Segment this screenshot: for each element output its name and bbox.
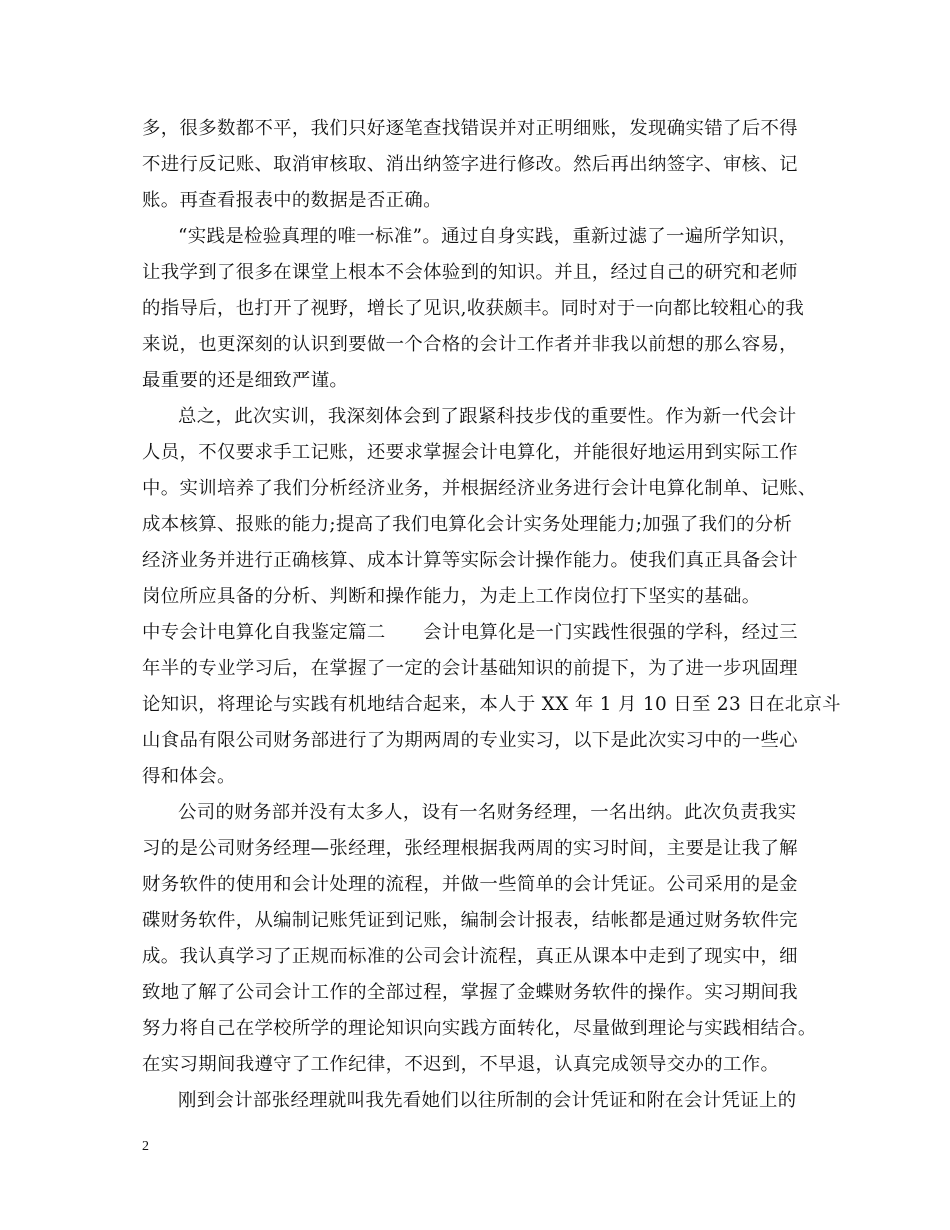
text-line: 总之，此次实训，我深刻体会到了跟紧科技步伐的重要性。作为新一代会计 <box>178 406 797 427</box>
text-line: 中。实训培养了我们分析经济业务，并根据经济业务进行会计电算化制单、记账、 <box>142 478 817 499</box>
text-line: 经济业务并进行正确核算、成本计算等实际会计操作能力。使我们真正具备会计 <box>142 550 798 571</box>
text-line: 在实习期间我遵守了工作纪律，不迟到，不早退，认真完成领导交办的工作。 <box>142 1054 780 1075</box>
text-line: 人员，不仅要求手工记账，还要求掌握会计电算化，并能很好地运用到实际工作 <box>142 442 798 463</box>
text-line: 公司的财务部并没有太多人，设有一名财务经理，一名出纳。此次负责我实 <box>178 802 797 823</box>
text-line: 山食品有限公司财务部进行了为期两周的专业实习，以下是此次实习中的一些心 <box>142 730 798 751</box>
text-line: 致地了解了公司会计工作的全部过程，掌握了金蝶财务软件的操作。实习期间我 <box>142 982 798 1003</box>
text-line: 不进行反记账、取消审核取、消出纳签字进行修改。然后再出纳签字、审核、记 <box>142 154 798 175</box>
text-line: 来说，也更深刻的认识到要做一个合格的会计工作者并非我以前想的那么容易， <box>142 334 798 355</box>
text-line: 成。我认真学习了正规而标准的公司会计流程，真正从课本中走到了现实中，细 <box>142 946 798 967</box>
text-line: 中专会计电算化自我鉴定篇二 会计电算化是一门实践性很强的学科，经过三 <box>142 622 798 643</box>
text-line: 年半的专业学习后，在掌握了一定的会计基础知识的前提下，为了进一步巩固理 <box>142 658 798 679</box>
text-line: 多，很多数都不平，我们只好逐笔查找错误并对正明细账，发现确实错了后不得 <box>142 118 798 139</box>
text-line: 最重要的还是细致严谨。 <box>142 370 349 391</box>
text-line: 账。再查看报表中的数据是否正确。 <box>142 190 442 211</box>
text-line: “实践是检验真理的唯一标准”。通过自身实践，重新过滤了一遍所学知识， <box>178 226 798 247</box>
text-line: 碟财务软件，从编制记账凭证到记账，编制会计报表，结帐都是通过财务软件完 <box>142 910 798 931</box>
text-line: 得和体会。 <box>142 766 236 787</box>
text-line: 成本核算、报账的能力;提高了我们电算化会计实务处理能力;加强了我们的分析 <box>142 514 793 535</box>
text-line: 论知识，将理论与实践有机地结合起来，本人于 XX 年 1 月 10 日至 23 日在北京斗 <box>142 694 841 715</box>
text-line: 财务软件的使用和会计处理的流程，并做一些简单的会计凭证。公司采用的是金 <box>142 874 798 895</box>
text-line: 努力将自己在学校所学的理论知识向实践方面转化，尽量做到理论与实践相结合。 <box>142 1018 817 1039</box>
text-line: 岗位所应具备的分析、判断和操作能力，为走上工作岗位打下坚实的基础。 <box>142 586 761 607</box>
page-number: 2 <box>142 1139 149 1154</box>
text-line: 让我学到了很多在课堂上根本不会体验到的知识。并且，经过自己的研究和老师 <box>142 262 798 283</box>
text-line: 的指导后，也打开了视野，增长了见识,收获颇丰。同时对于一向都比较粗心的我 <box>142 298 805 319</box>
text-line: 刚到会计部张经理就叫我先看她们以往所制的会计凭证和附在会计凭证上的 <box>178 1090 797 1111</box>
text-line: 习的是公司财务经理—张经理，张经理根据我两周的实习时间，主要是让我了解 <box>142 838 798 859</box>
